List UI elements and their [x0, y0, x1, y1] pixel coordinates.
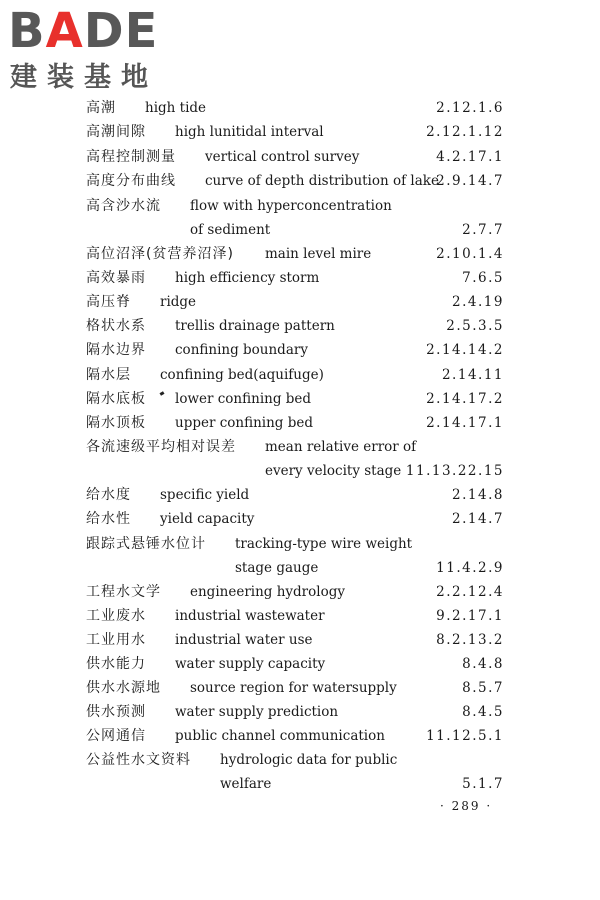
entry-term: 高潮	[86, 100, 116, 116]
glossary-entry-continuation	[0, 558, 600, 578]
entry-english: lower confining bed	[175, 391, 312, 407]
entry-english: curve of depth distribution of lake	[205, 173, 439, 189]
glossary-entry-continuation	[0, 220, 600, 240]
entry-term: 高度分布曲线	[86, 173, 176, 189]
glossary-entry	[0, 678, 600, 698]
entry-ref: 9.2.17.1	[436, 608, 504, 624]
entry-term: 隔水底板	[86, 391, 146, 407]
entry-ref: 2.5.3.5	[446, 318, 504, 334]
glossary-entry	[0, 485, 600, 505]
entry-ref: 8.4.8	[462, 656, 504, 672]
entry-ref: 2.14.17.2	[426, 391, 504, 407]
entry-english: flow with hyperconcentration	[190, 198, 392, 214]
entry-ref: 2.9.14.7	[436, 173, 504, 189]
entry-english: high efficiency storm	[175, 270, 320, 286]
entry-english-continued: every velocity stage	[265, 463, 402, 479]
entry-term: 工业废水	[86, 608, 146, 624]
glossary-entry	[0, 582, 600, 602]
entry-term: 工业用水	[86, 632, 146, 648]
entry-term: 高压脊	[86, 294, 131, 310]
entry-ref: 8.5.7	[462, 680, 504, 696]
glossary-entry	[0, 630, 600, 650]
entry-english: high lunitidal interval	[175, 124, 324, 140]
glossary-entry-continuation	[0, 774, 600, 794]
entry-ref: 2.14.11	[441, 367, 504, 383]
logo-letter-b: B	[8, 3, 46, 59]
glossary-entry	[0, 654, 600, 674]
entry-english: tracking-type wire weight	[235, 536, 413, 552]
entry-ref: 7.6.5	[462, 270, 504, 286]
glossary-entry	[0, 316, 600, 336]
entry-term: 高程控制测量	[86, 149, 176, 165]
entry-english-continued: stage gauge	[235, 560, 319, 576]
glossary-entry	[0, 292, 600, 312]
entry-ref: 2.14.7	[452, 511, 504, 527]
entry-ref: 2.14.17.1	[426, 415, 504, 431]
entry-term: 各流速级平均相对误差	[86, 439, 236, 455]
glossary-entry-continuation	[0, 461, 600, 481]
glossary-entry	[0, 196, 600, 216]
entry-english: mean relative error of	[265, 439, 417, 455]
glossary-entry	[0, 244, 600, 264]
entry-ref: 2.14.8	[452, 487, 504, 503]
entry-term: 高潮间隙	[86, 124, 146, 140]
entry-term: 高含沙水流	[86, 198, 161, 214]
entry-term: 公网通信	[86, 728, 146, 744]
entry-english: public channel communication	[175, 728, 385, 744]
entry-term: 高位沼泽(贫营养沼泽)	[86, 246, 234, 262]
entry-term: 高效暴雨	[86, 270, 146, 286]
page-number: · 289 ·	[440, 799, 493, 813]
glossary-entry	[0, 122, 600, 142]
entry-ref: 2.10.1.4	[436, 246, 504, 262]
entry-english: upper confining bed	[175, 415, 314, 431]
glossary-entry	[0, 702, 600, 722]
entry-english: main level mire	[265, 246, 372, 262]
entry-english: industrial water use	[175, 632, 313, 648]
entry-english: water supply prediction	[175, 704, 339, 720]
entry-english: high tide	[145, 100, 207, 116]
entry-term: 供水预测	[86, 704, 146, 720]
entry-english: trellis drainage pattern	[175, 318, 335, 334]
entry-ref: 8.4.5	[462, 704, 504, 720]
entry-term: 公益性水文资料	[86, 752, 191, 768]
glossary-entry	[0, 509, 600, 529]
glossary-entry	[0, 726, 600, 746]
entry-term: 供水能力	[86, 656, 146, 672]
entry-english-continued: welfare	[220, 776, 272, 792]
entry-ref: 4.2.17.1	[436, 149, 504, 165]
entry-ref: 11.12.5.1	[426, 728, 504, 744]
entry-ref: 11.13.22.15	[405, 463, 504, 479]
glossary-entry	[0, 147, 600, 167]
entry-english: industrial wastewater	[175, 608, 325, 624]
entry-ref: 2.2.12.4	[436, 584, 504, 600]
logo-chinese-text: 建装基地	[10, 62, 158, 93]
entry-ref: 2.12.1.12	[426, 124, 504, 140]
entry-ref: 2.4.19	[452, 294, 504, 310]
entry-term: 隔水层	[86, 367, 131, 383]
entry-ref: 2.7.7	[462, 222, 504, 238]
entry-term: 跟踪式悬锤水位计	[86, 536, 206, 552]
entry-english: yield capacity	[160, 511, 255, 527]
entry-term: 给水性	[86, 511, 131, 527]
glossary-entry	[0, 389, 600, 409]
glossary-entry	[0, 437, 600, 457]
entry-english-continued: of sediment	[190, 222, 271, 238]
glossary-entry	[0, 98, 600, 118]
logo-letter-a: A	[45, 3, 84, 59]
glossary-entry	[0, 268, 600, 288]
entry-english: confining boundary	[175, 342, 308, 358]
glossary-entry	[0, 534, 600, 554]
entry-english: ridge	[160, 294, 197, 310]
entry-ref: 2.14.14.2	[426, 342, 504, 358]
entry-ref: 5.1.7	[462, 776, 504, 792]
entry-term: 给水度	[86, 487, 131, 503]
glossary-entry	[0, 171, 600, 191]
entry-term: 隔水顶板	[86, 415, 146, 431]
entry-term: 工程水文学	[86, 584, 161, 600]
entry-english: vertical control survey	[205, 149, 360, 165]
entry-term: 供水水源地	[86, 680, 161, 696]
entry-term: 隔水边界	[86, 342, 146, 358]
glossary-entry	[0, 340, 600, 360]
glossary-entry	[0, 413, 600, 433]
glossary-entry	[0, 750, 600, 770]
entry-term: 格状水系	[86, 318, 146, 334]
logo-letters-de: DE	[83, 3, 159, 59]
entry-english: confining bed(aquifuge)	[160, 367, 324, 383]
entry-english: engineering hydrology	[190, 584, 345, 600]
entry-english: source region for watersupply	[190, 680, 397, 696]
glossary-entry	[0, 606, 600, 626]
entry-english: hydrologic data for public	[220, 752, 398, 768]
entry-ref: 8.2.13.2	[436, 632, 504, 648]
entry-ref: 2.12.1.6	[436, 100, 504, 116]
entry-english: water supply capacity	[175, 656, 326, 672]
entry-english: specific yield	[160, 487, 250, 503]
glossary-entry	[0, 365, 600, 385]
entry-ref: 11.4.2.9	[436, 560, 504, 576]
